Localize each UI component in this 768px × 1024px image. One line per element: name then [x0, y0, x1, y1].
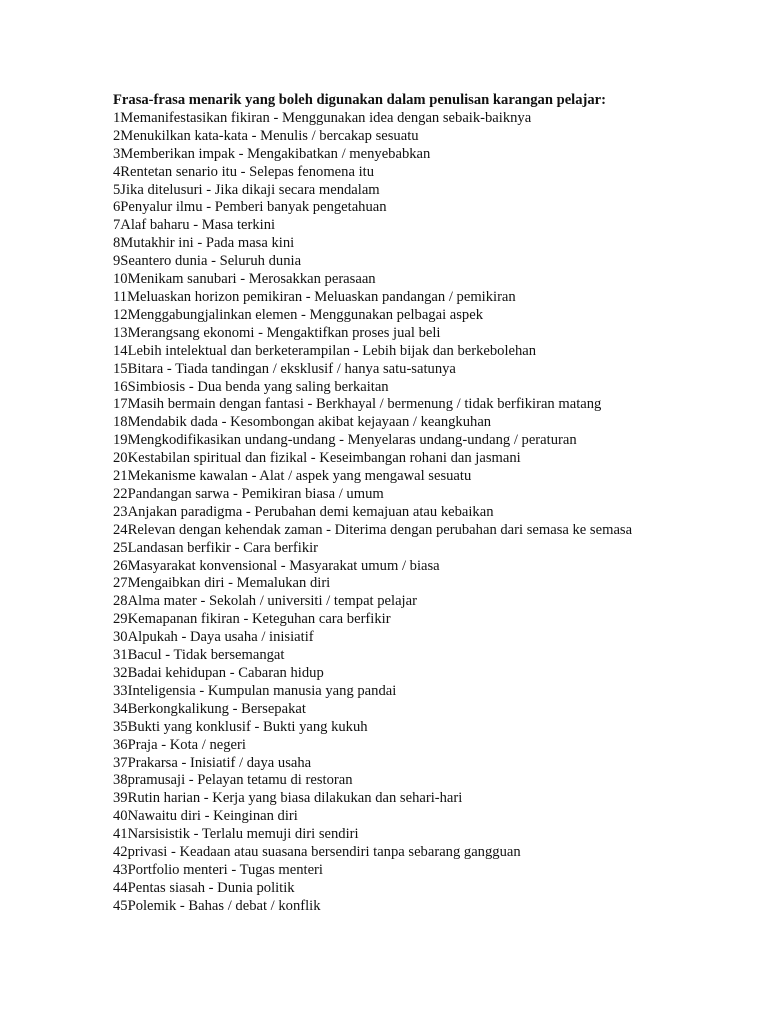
entry-text: Bitara - Tiada tandingan / eksklusif / hanya satu-satunya: [127, 360, 456, 377]
phrase-entry: [113, 575, 753, 593]
entry-number: 21: [113, 468, 128, 485]
entry-number: 1: [113, 109, 121, 126]
entry-number: 45: [113, 897, 128, 914]
entry-number: 24: [113, 521, 128, 538]
phrase-entry: [113, 898, 753, 916]
phrase-entry: [113, 844, 753, 862]
entry-number: 7: [113, 217, 121, 234]
phrase-entry: [113, 719, 753, 737]
entry-number: 32: [113, 665, 128, 681]
phrase-entry: [113, 880, 753, 898]
phrase-entry: [113, 307, 753, 325]
entry-number: 12: [113, 306, 128, 323]
entry-number: 9: [113, 253, 121, 270]
entry-number: 34: [113, 700, 128, 717]
entry-number: 35: [113, 718, 128, 735]
entry-text: Narsisistik - Terlalu memuji diri sendiri: [127, 826, 359, 843]
phrase-entry: [113, 414, 753, 432]
phrase-entry: [113, 379, 753, 397]
entry-text: Seantero dunia - Seluruh dunia: [120, 253, 302, 270]
entry-number: 30: [113, 629, 128, 646]
entry-text: Portfolio menteri - Tugas menteri: [127, 861, 323, 878]
phrase-entry: [113, 432, 753, 450]
entry-number: 25: [113, 539, 128, 556]
entry-text: Praja - Kota / negeri: [127, 736, 246, 753]
entry-number: 20: [113, 450, 128, 467]
phrase-entry: [113, 611, 753, 629]
phrase-entry: [113, 164, 753, 182]
phrase-entry: [113, 146, 753, 164]
phrase-list: [113, 110, 753, 916]
phrase-entry: [113, 665, 753, 683]
entry-text: Inteligensia - Kumpulan manusia yang pandai: [127, 682, 397, 699]
phrase-entry: [113, 468, 753, 486]
phrase-entry: [113, 182, 753, 200]
entry-text: Kemapanan fikiran - Keteguhan cara berfikir: [127, 611, 391, 628]
phrase-entry: [113, 737, 753, 755]
entry-text: Menggabungjalinkan elemen - Menggunakan pelbagai aspek: [127, 306, 483, 323]
phrase-entry: [113, 361, 753, 379]
entry-number: 3: [113, 145, 121, 162]
entry-text: Menikam sanubari - Merosakkan perasaan: [127, 271, 376, 288]
entry-text: Relevan dengan kehendak zaman - Diterima dengan perubahan dari semasa ke semasa: [127, 521, 633, 538]
entry-text: Badai kehidupan - Cabaran hidup: [127, 665, 324, 681]
entry-text: Bukti yang konklusif - Bukti yang kukuh: [127, 718, 368, 735]
entry-text: Nawaitu diri - Keinginan diri: [127, 808, 298, 825]
phrase-entry: [113, 343, 753, 361]
entry-text: Lebih intelektual dan berketerampilan - Lebih bijak dan berkebolehan: [127, 342, 537, 359]
entry-number: 16: [113, 378, 128, 395]
phrase-entry: [113, 808, 753, 826]
entry-text: Memanifestasikan fikiran - Menggunakan idea dengan sebaik-baiknya: [120, 109, 532, 126]
entry-text: Landasan berfikir - Cara berfikir: [127, 539, 319, 556]
entry-text: Alma mater - Sekolah / universiti / tempat pelajar: [127, 593, 417, 610]
entry-text: Rentetan senario itu - Selepas fenomena itu: [120, 163, 374, 180]
entry-number: 37: [113, 754, 128, 771]
entry-text: Kestabilan spiritual dan fizikal - Keseimbangan rohani dan jasmani: [127, 450, 521, 467]
entry-number: 8: [113, 235, 121, 252]
entry-number: 4: [113, 163, 121, 180]
entry-text: Bacul - Tidak bersemangat: [127, 647, 285, 664]
phrase-entry: [113, 271, 753, 289]
entry-number: 27: [113, 575, 128, 592]
entry-number: 43: [113, 861, 128, 878]
phrase-entry: [113, 235, 753, 253]
entry-text: Meluaskan horizon pemikiran - Meluaskan pandangan / pemikiran: [127, 288, 516, 305]
phrase-entry: [113, 450, 753, 468]
entry-number: 33: [113, 682, 128, 699]
entry-text: Prakarsa - Inisiatif / daya usaha: [127, 754, 312, 771]
entry-number: 14: [113, 342, 128, 359]
entry-number: 19: [113, 432, 128, 449]
phrase-entry: [113, 325, 753, 343]
phrase-entry: [113, 128, 753, 146]
entry-text: Rutin harian - Kerja yang biasa dilakukan dan sehari-hari: [127, 790, 463, 807]
entry-text: Mutakhir ini - Pada masa kini: [120, 235, 295, 252]
entry-text: Masih bermain dengan fantasi - Berkhayal / bermenung / tidak berfikiran matang: [127, 396, 602, 413]
entry-number: 31: [113, 647, 128, 664]
entry-number: 28: [113, 593, 128, 610]
entry-number: 18: [113, 414, 128, 431]
phrase-entry: [113, 253, 753, 271]
entry-number: 40: [113, 808, 128, 825]
phrase-entry: [113, 593, 753, 611]
entry-text: Berkongkalikung - Bersepakat: [127, 700, 306, 717]
entry-text: Simbiosis - Dua benda yang saling berkaitan: [127, 378, 389, 395]
entry-number: 39: [113, 790, 128, 807]
entry-text: Anjakan paradigma - Perubahan demi kemajuan atau kebaikan: [127, 503, 494, 520]
entry-number: 2: [113, 127, 121, 144]
entry-number: 15: [113, 360, 128, 377]
entry-number: 11: [113, 288, 128, 305]
phrase-entry: [113, 772, 753, 790]
entry-number: 23: [113, 503, 128, 520]
entry-number: 38: [113, 772, 128, 789]
phrase-entry: [113, 396, 753, 414]
entry-text: Merangsang ekonomi - Mengaktifkan proses jual beli: [127, 324, 441, 341]
document-page: [113, 92, 753, 916]
entry-number: 5: [113, 181, 121, 198]
entry-number: 22: [113, 485, 128, 502]
phrase-entry: [113, 217, 753, 235]
phrase-entry: [113, 504, 753, 522]
phrase-entry: [113, 486, 753, 504]
phrase-entry: [113, 647, 753, 665]
entry-text: Jika ditelusuri - Jika dikaji secara mendalam: [120, 181, 380, 198]
phrase-entry: [113, 826, 753, 844]
phrase-entry: [113, 110, 753, 128]
entry-number: 29: [113, 611, 128, 628]
entry-text: pramusaji - Pelayan tetamu di restoran: [127, 772, 353, 789]
entry-text: Mekanisme kawalan - Alat / aspek yang mengawal sesuatu: [127, 468, 472, 485]
entry-text: Mendabik dada - Kesombongan akibat kejayaan / keangkuhan: [127, 414, 492, 431]
entry-text: Pandangan sarwa - Pemikiran biasa / umum: [127, 485, 384, 502]
entry-number: 10: [113, 271, 128, 288]
entry-number: 42: [113, 844, 128, 861]
entry-text: Penyalur ilmu - Pemberi banyak pengetahuan: [120, 199, 387, 216]
entry-number: 17: [113, 396, 128, 413]
phrase-entry: [113, 199, 753, 217]
entry-text: Polemik - Bahas / debat / konflik: [127, 897, 321, 914]
phrase-entry: [113, 522, 753, 540]
phrase-entry: [113, 558, 753, 576]
document-title: Frasa-frasa menarik yang boleh digunakan dalam penulisan karangan pelajar:: [113, 92, 607, 108]
phrase-entry: [113, 629, 753, 647]
entry-text: Alaf baharu - Masa terkini: [120, 217, 276, 234]
phrase-entry: [113, 790, 753, 808]
phrase-entry: [113, 540, 753, 558]
entry-text: Masyarakat konvensional - Masyarakat umum / biasa: [127, 557, 440, 574]
entry-number: 41: [113, 826, 128, 843]
phrase-entry: [113, 701, 753, 719]
phrase-entry: [113, 862, 753, 880]
entry-text: Alpukah - Daya usaha / inisiatif: [127, 629, 314, 646]
entry-number: 13: [113, 324, 128, 341]
entry-number: 26: [113, 557, 128, 574]
entry-text: Mengkodifikasikan undang-undang - Menyelaras undang-undang / peraturan: [127, 432, 577, 449]
entry-text: Menukilkan kata-kata - Menulis / bercakap sesuatu: [120, 127, 419, 144]
entry-text: Memberikan impak - Mengakibatkan / menyebabkan: [120, 145, 431, 162]
entry-text: Pentas siasah - Dunia politik: [127, 879, 295, 896]
phrase-entry: [113, 755, 753, 773]
phrase-entry: [113, 683, 753, 701]
phrase-entry: [113, 289, 753, 307]
entry-number: 44: [113, 879, 128, 896]
entry-number: 6: [113, 199, 121, 216]
entry-text: Mengaibkan diri - Memalukan diri: [127, 575, 331, 592]
entry-text: privasi - Keadaan atau suasana bersendiri tanpa sebarang gangguan: [127, 844, 521, 861]
entry-number: 36: [113, 736, 128, 753]
